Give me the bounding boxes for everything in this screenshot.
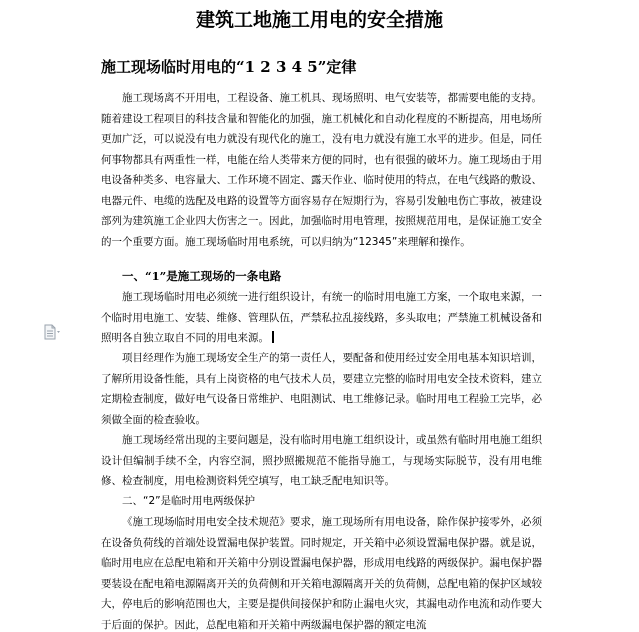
paragraph-intro: 施工现场离不开用电，工程设备、施工机具、现场照明、电气安装等，都需要电能的支持。随着建设工程项目的科技含量和智能化的加强，施工机械化和自动化程度的不断提高，用电场所更加广泛，可以说没有电力就没有现代化的施工，没有电力就没有施工水平的进步。但是，同任何事物都具有两重性一样，电能在给人类带来方便的同时，也有很强的破坏力。施工现场由于用电设备种类多、电容量大、工作环境不固定、露天作业、临时使用的特点，在电气线路的敷设、电器元件、电缆的选配及电路的设置等方面容易存在短期行为，容易引发触电伤亡事故，被建设部列为建筑施工企业四大伤害之一。因此，加强临时用电管理，按照规范用电，是保证施工安全的一个重要方面。施工现场临时用电系统，可以归纳为“12345”来理解和操作。 — [101, 92, 542, 248]
paragraph-two-level-protection: 《施工现场临时用电安全技术规范》要求，施工现场所有用电设备，除作保护接零外，必须在设备负荷线的首端处设置漏电保护装置。同时规定，开关箱中必须设置漏电保护器。就是说，临时用电应在总配电箱和开关箱中分别设置漏电保护器，形成用电线路的两级保护。漏电保护器要装设在配电箱电源隔离开关的负荷侧和开关箱电源隔离开关的负荷侧，总配电箱的保护区域较大，停电后的影响范围也大，主要是提供间接保护和防止漏电火灾，其漏电动作电流和动作要大于后面的保护。因此，总配电箱和开关箱中两级漏电保护器的额定电流 — [101, 516, 542, 631]
document-page-icon[interactable] — [43, 324, 61, 340]
paragraph-one-circuit[interactable] — [101, 287, 542, 349]
paragraph-project-manager: 项目经理作为施工现场安全生产的第一责任人，要配备和使用经过安全用电基本知识培训，了解所用设备性能，具有上岗资格的电气技术人员，要建立完整的临时用电安全技术资料，建立定期检查制度，做好电气设备日常维护、电阻测试、电工维修记录。临时用电工程验工完毕，必须做全面的检查验收。 — [101, 352, 542, 426]
document-title: 建筑工地施工用电的安全措施 — [195, 9, 443, 31]
text-cursor — [272, 331, 274, 343]
subheading-two: 二、“2”是临时用电两级保护 — [122, 495, 256, 507]
paragraph-one-text: 施工现场临时用电必须统一进行组织设计，有统一的临时用电施工方案，一个取电来源，一个临时用电施工、安装、维修、管理队伍，严禁私拉乱接线路，多头取电；严禁施工机械设备和照明各自独立取自不同的用电来源。 — [101, 291, 542, 344]
subheading-one: 一、“1”是施工现场的一条电路 — [122, 269, 282, 283]
section-heading: 施工现场临时用电的“1 2 3 4 5”定律 — [101, 58, 357, 76]
paragraph-common-problems: 施工现场经常出现的主要问题是，没有临时用电施工组织设计，或虽然有临时用电施工组织设计但编制手续不全，内容空洞，照抄照搬规范不能指导施工，与现场实际脱节，没有用电维修、检查制度，用电检测资料凭空填写，电工缺乏配电知识等。 — [101, 434, 542, 487]
